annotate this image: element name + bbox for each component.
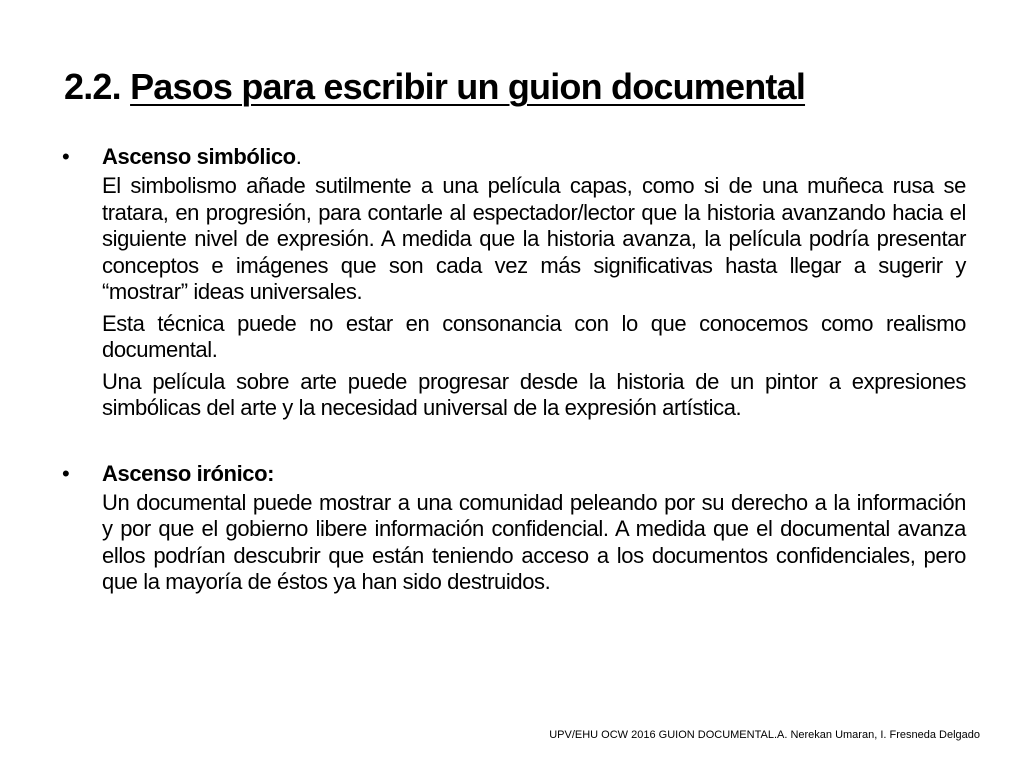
section-heading-text: Ascenso simbólico <box>102 144 296 169</box>
section-heading <box>62 460 966 487</box>
section-heading-text: Ascenso irónico: <box>102 460 275 486</box>
section-heading-suffix: . <box>295 144 302 169</box>
section-paragraph: Esta técnica puede no estar en consonancia con lo que conocemos como realismo documental. <box>102 310 966 362</box>
section-ascenso-simbolico <box>62 143 966 422</box>
section-ascenso-ironico <box>62 460 966 596</box>
slide-footer: UPV/EHU OCW 2016 GUION DOCUMENTAL.A. Nerekan Umaran, I. Fresneda Delgado <box>549 729 980 741</box>
section-paragraph: El simbolismo añade sutilmente a una película capas, como si de una muñeca rusa se tratara, en progresión, para contarle al espectador/lector que la historia avanzando hacia el siguiente nivel de expresión. A medida que la historia avanza, la película podría presentar conceptos e imágenes que son cada vez más significativas hasta llegar a sugerir y “mostrar” ideas universales. <box>102 173 966 304</box>
slide-title <box>64 62 805 112</box>
section-paragraph: Un documental puede mostrar a una comunidad peleando por su derecho a la información y por que el gobierno libere información confidencial. A medida que el documental avanza ellos podrían descubrir que están teniendo acceso a los documentos confidenciales, pero que la mayoría de éstos ya han sido destruidos. <box>102 489 966 594</box>
bullet-icon: • <box>62 460 70 486</box>
section-heading <box>62 143 966 170</box>
bullet-icon: • <box>62 144 70 169</box>
section-spacer <box>62 422 966 460</box>
slide-title-text: Pasos para escribir un guion documental <box>130 66 806 107</box>
section-paragraph: Una película sobre arte puede progresar desde la historia de un pintor a expresiones simbólicas del arte y la necesidad universal de la expresión artística. <box>102 368 966 420</box>
slide-body <box>62 143 966 596</box>
slide-title-number: 2.2. <box>64 66 121 107</box>
